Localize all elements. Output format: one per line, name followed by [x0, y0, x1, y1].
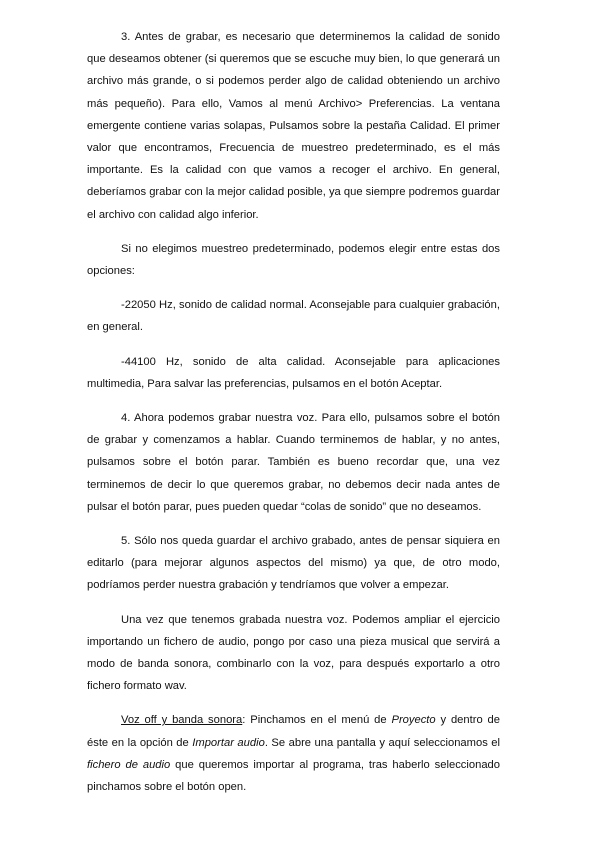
paragraph-option-44100: -44100 Hz, sonido de alta calidad. Aconsejable para aplicaciones multimedia, Para salvar las preferencias, pulsamos en el botón Aceptar.	[87, 355, 500, 390]
text-segment: que queremos importar al programa, tras haberlo seleccionado pinchamos sobre el botón open.	[87, 758, 500, 794]
text-segment: : Pinchamos en el menú de	[242, 714, 392, 727]
text-segment: y dentro de éste en la opción de	[87, 714, 500, 749]
paragraph-step-3: 3. Antes de grabar, es necesario que determinemos la calidad de sonido que deseamos obtener (si queremos que se escuche muy bien, lo que generará un archivo más grande, o si podemos perder algo de calidad obteniendo un archivo más pequeño). Para ello, Vamos al menú Archivo> Preferencias. La ventana emergente contiene varias solapas, Pulsamos sobre la pestaña Calidad. El primer valor que encontramos, Frecuencia de muestreo predeterminado, es el más importante. Es la calidad con que vamos a recoger el archivo. En general, deberíamos grabar con la mejor calidad posible, ya que siempre podremos guardar el archivo con calidad algo inferior.	[87, 31, 500, 221]
paragraph-import-audio: Una vez que tenemos grabada nuestra voz. Podemos ampliar el ejercicio importando un fichero de audio, pongo por caso una pieza musical que servirá a modo de banda sonora, combinarlo con la voz, para después exportarlo a otro fichero formato wav.	[87, 613, 500, 693]
paragraph-voz-off	[87, 709, 500, 798]
emphasis-fichero-audio: fichero de audio	[87, 758, 171, 771]
paragraph-option-22050: -22050 Hz, sonido de calidad normal. Aconsejable para cualquier grabación, en general.	[87, 299, 500, 334]
paragraph-step-4: 4. Ahora podemos grabar nuestra voz. Para ello, pulsamos sobre el botón de grabar y comenzamos a hablar. Cuando terminemos de hablar, y no antes, pulsamos sobre el botón parar. También es bueno recordar que, una vez terminemos de decir lo que queremos grabar, no debemos decir nada antes de pulsar el botón parar, pues pueden quedar “colas de sonido” que no deseamos.	[87, 412, 500, 513]
paragraph-step-5: 5. Sólo nos queda guardar el archivo grabado, antes de pensar siquiera en editarlo (para mejorar algunos aspectos del mismo) ya que, de otro modo, podríamos perder nuestra grabación y tendríamos que volver a empezar.	[87, 535, 500, 592]
paragraph-options-intro: Si no elegimos muestreo predeterminado, podemos elegir entre estas dos opciones:	[87, 242, 500, 278]
emphasis-importar-audio: Importar audio	[192, 736, 265, 749]
emphasis-proyecto: Proyecto	[391, 714, 436, 727]
text-segment: . Se abre una pantalla y aquí seleccionamos el	[264, 736, 501, 749]
section-heading-voz-off: Voz off y banda sonora	[121, 714, 243, 727]
